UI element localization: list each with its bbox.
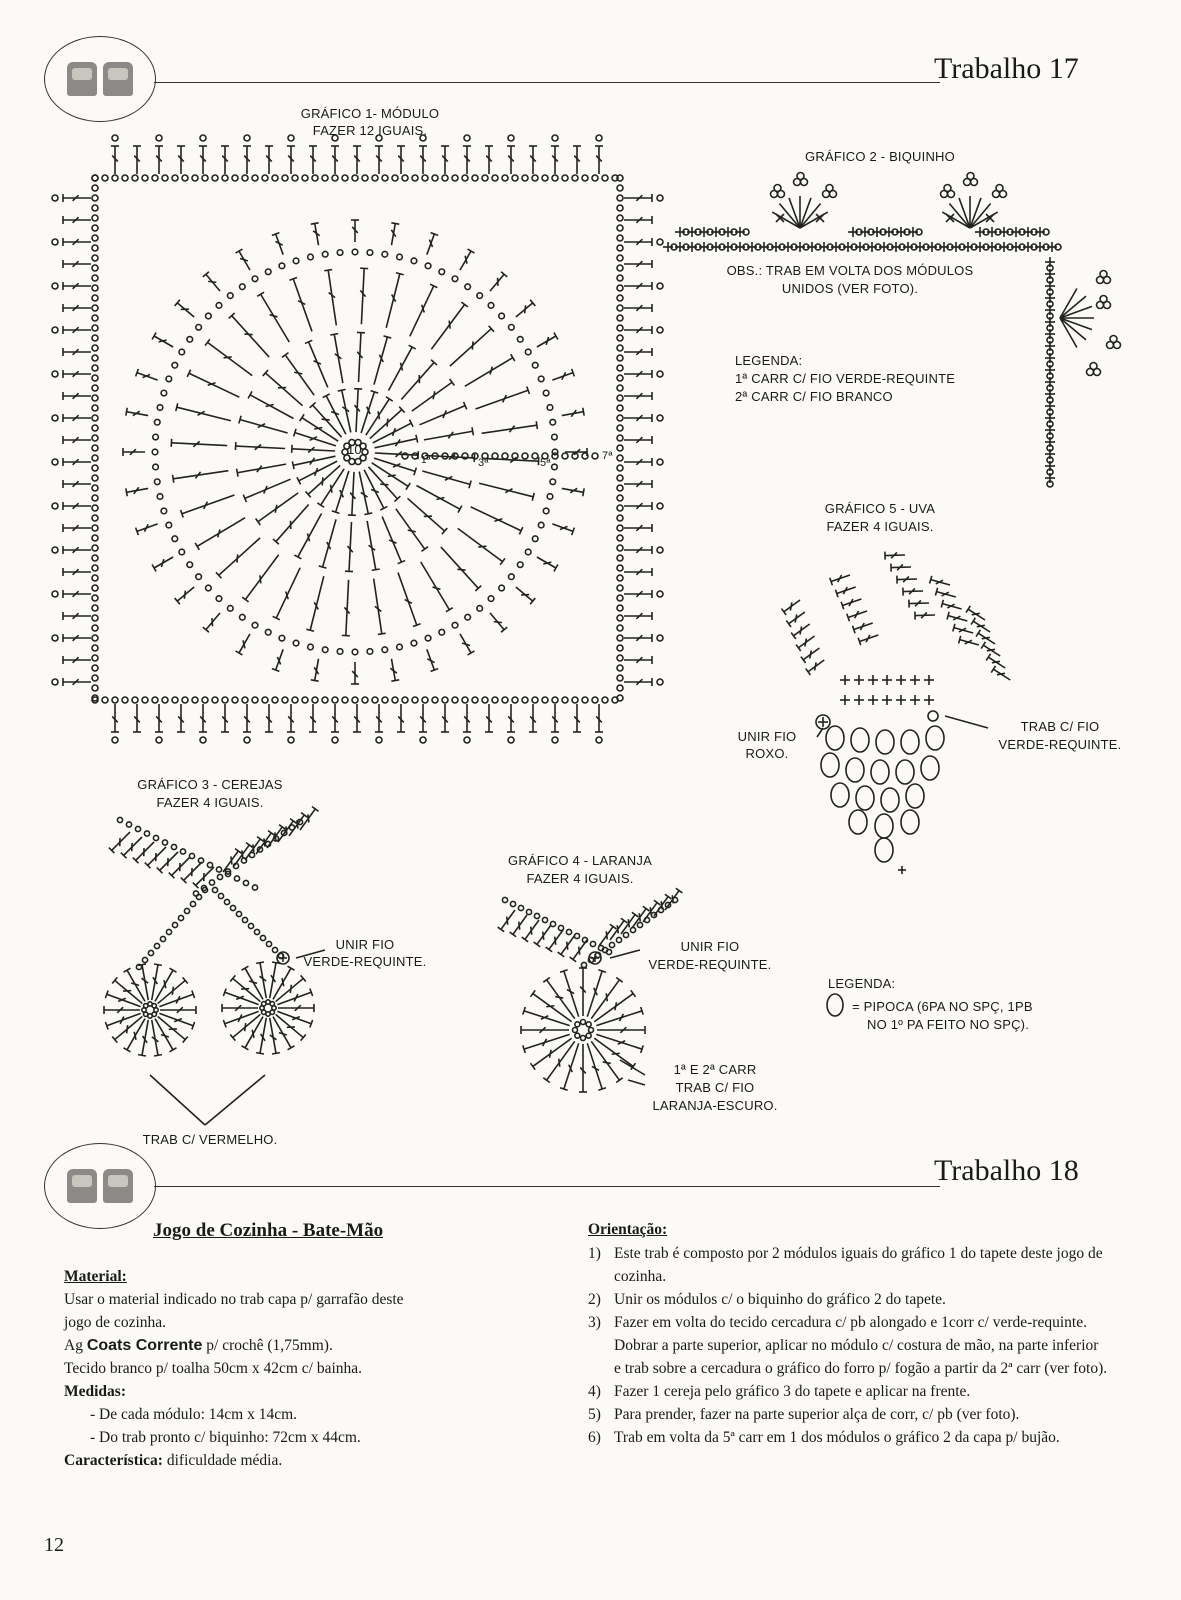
graf4-subtitle: FAZER 4 IGUAIS. [526, 871, 634, 886]
step-text: Para prender, fazer na parte superior alça de corr, c/ pb (ver foto). [614, 1406, 1020, 1423]
step-text: Fazer 1 cereja pelo gráfico 3 do tapete e aplicar na frente. [614, 1383, 971, 1400]
graf3-title: GRÁFICO 3 - CEREJAS [137, 777, 283, 792]
double-crochet-bar [579, 947, 580, 955]
double-crochet-bar [531, 927, 532, 935]
orange-center [589, 1028, 594, 1033]
step-number: 4) [588, 1383, 601, 1400]
double-crochet-top [676, 888, 682, 893]
graf1-row-3: 3ª [478, 457, 489, 469]
orange-stitch [564, 1043, 579, 1089]
orientacao-step [588, 1242, 1108, 1288]
graf2-legend-title: LEGENDA: [735, 353, 803, 368]
orientacao-step [588, 1380, 1108, 1403]
double-crochet-bar [606, 931, 607, 939]
leaf-chain [623, 932, 628, 937]
double-crochet-top [621, 918, 627, 923]
article-left-column [64, 1265, 504, 1472]
orientacao-step [588, 1426, 1108, 1449]
ag-suffix: p/ crochê (1,75mm). [202, 1337, 333, 1354]
double-crochet-top [616, 977, 622, 982]
double-crochet-top [558, 952, 564, 957]
orange-center [581, 1020, 586, 1025]
ag-brand: Coats Corrente [86, 1337, 203, 1354]
graf5-legend-row1: = PIPOCA (6PA NO SPÇ, 1PB [852, 999, 1033, 1014]
orange-center [573, 1028, 578, 1033]
double-crochet-bar [567, 942, 568, 950]
material-line1: Usar o material indicado no trab capa p/ garrafão deste [64, 1291, 404, 1308]
double-crochet-top [665, 894, 671, 899]
graf5-join-line2: ROXO. [745, 746, 789, 761]
medidas-line2: - Do trab pronto c/ biquinho: 72cm x 44cm. [90, 1429, 361, 1446]
graf4-join-line1: UNIR FIO [680, 939, 740, 954]
orange-center [575, 1022, 580, 1027]
orientacao-step [588, 1403, 1108, 1426]
double-crochet-bar [543, 932, 544, 940]
double-crochet-bar [603, 1062, 611, 1064]
leaf-stitch [501, 910, 515, 929]
leaf-chain [510, 901, 515, 906]
double-crochet-bar [628, 919, 629, 927]
orange-stitch [587, 1043, 602, 1089]
graf2-legend-row2: 2ª CARR C/ FIO BRANCO [735, 389, 893, 404]
graf4-join-line2: VERDE-REQUINTE. [648, 957, 772, 972]
double-crochet-top [498, 927, 504, 932]
double-crochet-top [610, 924, 616, 929]
orientacao-step [588, 1311, 1108, 1380]
graf1-row-7: 7ª [602, 450, 613, 462]
leaf-stitch [525, 920, 539, 939]
orange-stitch [524, 1011, 570, 1026]
step-number: 2) [588, 1291, 601, 1308]
graf3-join-line1: UNIR FIO [335, 937, 395, 952]
graf5-join-line1: UNIR FIO [737, 729, 797, 744]
caracteristica-line [64, 1449, 504, 1472]
article-right-column [588, 1218, 1108, 1449]
double-crochet-bar [555, 997, 563, 999]
step-number: 1) [588, 1245, 601, 1262]
ag-line [64, 1334, 504, 1357]
leaf-chain [606, 949, 611, 954]
double-crochet-top [632, 912, 638, 917]
graf5-legend-title: LEGENDA: [828, 976, 896, 991]
graf1-row-5: 5ª [540, 457, 551, 469]
double-crochet-bar [650, 907, 651, 915]
orange-stitch [564, 971, 579, 1017]
double-crochet-bar [550, 1050, 552, 1058]
double-crochet-top [546, 947, 552, 952]
double-crochet-bar [519, 922, 520, 930]
step-number: 3) [588, 1314, 601, 1331]
graf5-title: GRÁFICO 5 - UVA [824, 501, 936, 516]
page-number: 12 [44, 1534, 64, 1556]
section-title-17: Trabalho 17 [934, 52, 1079, 85]
step-text: Unir os módulos c/ o biquinho do gráfico 2 do tapete. [614, 1291, 946, 1308]
leaf-stitch [632, 909, 646, 928]
leaf-stitch [610, 921, 624, 940]
double-crochet-top [543, 977, 549, 982]
leaf-stitch [621, 915, 635, 934]
material-heading: Material: [64, 1268, 127, 1285]
leaf-chain [542, 917, 547, 922]
graf1-row-1: 1ª [421, 455, 431, 466]
graf4-title: GRÁFICO 4 - LARANJA [508, 853, 652, 868]
orange-stitch [596, 1011, 642, 1026]
orange-center [586, 1022, 591, 1027]
double-crochet-top [522, 937, 528, 942]
figurine-icon [103, 1169, 133, 1203]
leaf-chain [637, 922, 642, 927]
leaf-chain [598, 945, 603, 950]
double-crochet-top [530, 990, 535, 996]
double-crochet-bar [639, 913, 640, 921]
double-crochet-bar [559, 1059, 560, 1067]
leaf-chain [526, 909, 531, 914]
leaf-stitch [549, 930, 563, 949]
leaf-chain [518, 905, 523, 910]
graf5-work-line1: TRAB C/ FIO [1020, 719, 1100, 734]
logo-oval-18 [44, 1143, 156, 1229]
leaf-stitch [513, 915, 527, 934]
graf4-note-line2: TRAB C/ FIO [675, 1080, 755, 1095]
caracteristica-heading: Característica: [64, 1452, 163, 1469]
orange-center [586, 1033, 591, 1038]
double-crochet-top [510, 932, 516, 937]
graf4-note-line3: LARANJA-ESCURO. [652, 1098, 778, 1113]
leaf-chain [590, 941, 595, 946]
double-crochet-bar [672, 895, 673, 903]
orange-stitch [524, 1034, 570, 1049]
medidas-heading: Medidas: [64, 1383, 126, 1400]
article-title: Jogo de Cozinha - Bate-Mão [153, 1220, 384, 1241]
section-title-18: Trabalho 18 [934, 1154, 1079, 1187]
orange-stitch [587, 971, 602, 1017]
double-crochet-top [543, 1078, 549, 1083]
step-number: 5) [588, 1406, 601, 1423]
pointer-line [628, 1080, 645, 1085]
double-crochet-bar [615, 1002, 617, 1010]
graf3-subtitle: FAZER 4 IGUAIS. [156, 795, 264, 810]
graf1-title: GRÁFICO 1- MÓDULO [300, 106, 440, 121]
graf3-join-line2: VERDE-REQUINTE. [303, 954, 427, 969]
leaf-chain [581, 962, 586, 967]
orientacao-heading: Orientação: [588, 1221, 668, 1238]
double-crochet-bar [612, 1053, 620, 1054]
tecido-line: Tecido branco p/ toalha 50cm x 42cm c/ bainha. [64, 1360, 363, 1377]
leaf-stitch [561, 935, 575, 954]
leaf-chain [566, 929, 571, 934]
step-text: Fazer em volta do tecido cercadura c/ pb alongado e 1corr c/ verde-requinte. Dobrar a parte superior, aplicar no módulo c/ costura de mão, na parte inferior e trab sobre a cercadura o gráfico do forro p/ fogão a partir da 2ª carr (ver foto). [614, 1314, 1108, 1377]
double-crochet-bar [546, 1006, 554, 1007]
double-crochet-top [631, 990, 636, 996]
pointer-line [610, 950, 640, 958]
graf5-subtitle: FAZER 4 IGUAIS. [826, 519, 934, 534]
step-text: Este trab é composto por 2 módulos iguais do gráfico 1 do tapete deste jogo de cozinha. [614, 1245, 1103, 1285]
orange-center [575, 1033, 580, 1038]
step-number: 6) [588, 1429, 601, 1446]
graf2-obs-line2: UNIDOS (VER FOTO). [781, 281, 919, 296]
leaf-chain [609, 942, 614, 947]
graf2-title: GRÁFICO 2 - BIQUINHO [805, 149, 955, 164]
material-line2: jogo de cozinha. [64, 1314, 167, 1331]
double-crochet-top [530, 1063, 535, 1069]
graf5-legend-row2: NO 1º PA FEITO NO SPÇ). [867, 1017, 1030, 1032]
double-crochet-bar [606, 993, 607, 1001]
caracteristica-value: dificuldade média. [162, 1452, 283, 1469]
double-crochet-top [654, 900, 660, 905]
double-crochet-top [616, 1078, 622, 1083]
graf5-work-line2: VERDE-REQUINTE. [998, 737, 1122, 752]
graf2-legend-row1: 1ª CARR C/ FIO VERDE-REQUINTE [735, 371, 956, 386]
ag-prefix: Ag [64, 1337, 87, 1354]
orange-center [581, 1036, 586, 1041]
orange-stitch [596, 1034, 642, 1049]
graf1-subtitle: FAZER 12 IGUAIS. [312, 123, 428, 138]
leaf-chain [630, 927, 635, 932]
medidas-line1: - De cada módulo: 14cm x 14cm. [90, 1406, 298, 1423]
step-text: Trab em volta da 5ª carr em 1 dos módulos o gráfico 2 da capa p/ bujão. [614, 1429, 1060, 1446]
graf4-note-line1: 1ª E 2ª CARR [673, 1062, 757, 1077]
graf3-work-label: TRAB C/ VERMELHO. [142, 1132, 278, 1147]
graf1-center-label: 10 [347, 442, 362, 457]
double-crochet-top [570, 957, 576, 962]
leaf-chain [616, 937, 621, 942]
leaf-chain [558, 925, 563, 930]
leaf-chain [534, 913, 539, 918]
double-crochet-bar [661, 901, 662, 909]
double-crochet-top [534, 942, 540, 947]
double-crochet-bar [507, 917, 508, 925]
double-crochet-bar [555, 937, 556, 945]
leaf-stitch [573, 940, 587, 959]
graf2-obs-line1: OBS.: TRAB EM VOLTA DOS MÓDULOS [726, 263, 974, 278]
leaf-stitch [537, 925, 551, 944]
figurine-icon [67, 1169, 97, 1203]
double-crochet-bar [617, 925, 618, 933]
double-crochet-top [643, 906, 649, 911]
orientacao-steps [588, 1242, 1108, 1449]
leaf-chain [502, 897, 507, 902]
orientacao-step [588, 1288, 1108, 1311]
header-rule-18 [154, 1186, 940, 1187]
pointer-line [620, 1060, 645, 1075]
